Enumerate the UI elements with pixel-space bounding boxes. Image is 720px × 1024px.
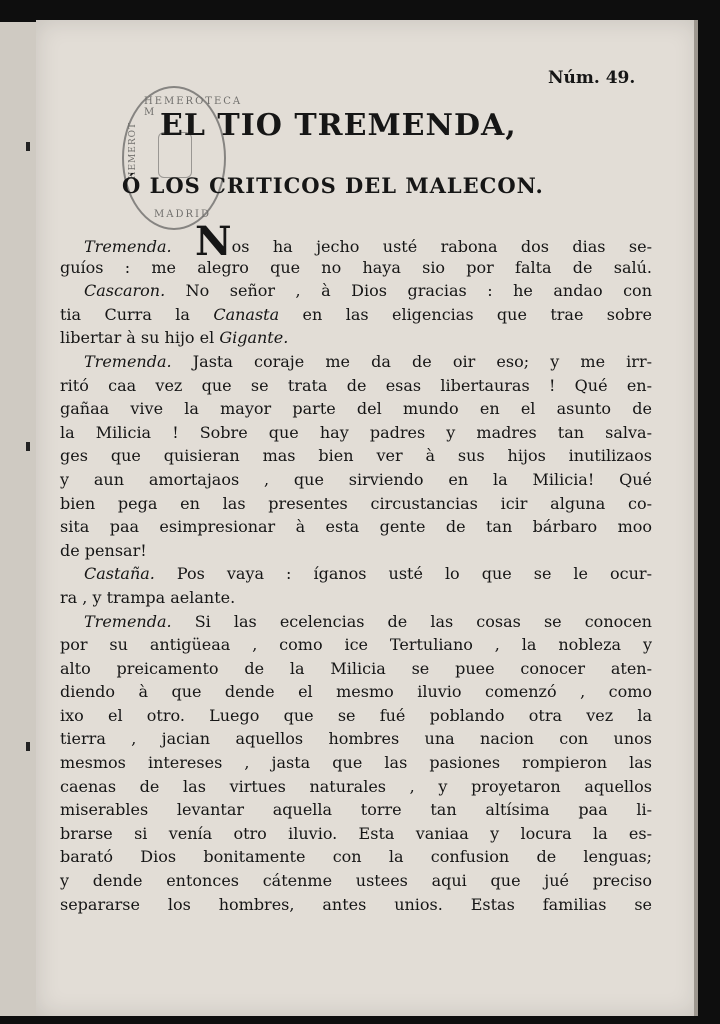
text-line	[60, 218, 652, 265]
line-text: Jasta coraje me da de oir eso; y me irr-	[192, 351, 652, 371]
text-line	[60, 610, 652, 634]
text-line: separarse los hombres, antes unios. Estas familias se	[60, 894, 652, 914]
drop-cap: N	[195, 218, 232, 265]
speaker-name: Tremenda.	[84, 611, 172, 631]
speaker-name: Tremenda.	[84, 237, 172, 256]
italic-name: Gigante.	[219, 328, 289, 348]
text-line: ritó caa vez que se trata de esas libertauras ! Qué en-	[60, 375, 652, 395]
line-text: Pos vaya : íganos usté lo que se le ocur-	[176, 564, 652, 584]
text-line: y aun amortajaos , que sirviendo en la Milicia! Qué	[60, 469, 652, 489]
page-subtitle: Ó LOS CRITICOS DEL MALECON.	[122, 173, 544, 198]
line-text: libertar à su hijo el	[60, 328, 215, 348]
text-line	[60, 350, 652, 374]
text-line: brarse si venía otro iluvio. Esta vaniaa y locura la es-	[60, 823, 652, 843]
newspaper-page	[36, 20, 698, 1016]
stamp-bottom-text: MADRID	[154, 209, 211, 220]
text-line: diendo à que dende el mesmo iluvio comenzó , como	[60, 682, 652, 702]
page-speck	[26, 442, 30, 451]
page-title: EL TIO TREMENDA,	[160, 108, 517, 143]
text-line	[60, 303, 652, 327]
line-text: No señor , à Dios gracias : he andao con	[185, 281, 652, 301]
line-text: os ha jecho usté rabona dos dias se-	[231, 237, 652, 256]
page-edge	[694, 20, 698, 1016]
text-line: de pensar!	[60, 540, 147, 560]
text-line: sita paa esimpresionar à esta gente de tan bárbaro moo	[60, 517, 652, 537]
text-line: caenas de las virtues naturales , y proyetaron aquellos	[60, 776, 652, 796]
page-speck	[26, 742, 30, 751]
article-body	[60, 218, 653, 916]
text-line: mesmos intereses , jasta que las pasiones rompieron las	[60, 753, 652, 773]
text-line: y dende entonces cátenme ustees aqui que jué preciso	[60, 871, 652, 891]
text-line: ra , y trampa aelante.	[60, 587, 236, 607]
line-text: tia Curra la	[60, 304, 190, 324]
stamp-top-text: HEMEROTECA M	[144, 96, 243, 118]
text-line: ges que quisieran mas bien ver à sus hijos inutilizaos	[60, 446, 652, 466]
text-line: barató Dios bonitamente con la confusion de lenguas;	[60, 847, 652, 867]
text-line: la Milicia ! Sobre que hay padres y madres tan salva-	[60, 422, 652, 442]
text-line: guíos : me alegro que no haya sio por falta de salú.	[60, 257, 652, 277]
text-line	[60, 326, 652, 350]
italic-name: Canasta	[213, 304, 280, 324]
line-text: en las eligencias que trae sobre	[302, 304, 653, 324]
stamp-side-text: HEMEROT	[128, 122, 138, 180]
speaker-name: Tremenda.	[84, 351, 172, 371]
speaker-name: Cascaron.	[84, 281, 166, 301]
text-line: gañaa vive la mayor parte del mundo en el asunto de	[60, 399, 652, 419]
issue-number: Núm. 49.	[548, 68, 636, 88]
page-speck	[26, 142, 30, 151]
adjacent-page-edge	[0, 22, 38, 1016]
speaker-name: Castaña.	[84, 564, 155, 584]
text-line: por su antigüeaa , como ice Tertuliano , la nobleza y	[60, 635, 652, 655]
text-line	[60, 279, 652, 303]
line-text: Si las ecelencias de las cosas se conocen	[194, 611, 652, 631]
text-line: miserables levantar aquella torre tan altísima paa li-	[60, 800, 652, 820]
text-line: alto preicamento de la Milicia se puee conocer aten-	[60, 658, 652, 678]
text-line: bien pega en las presentes circustancias icir alguna co-	[60, 493, 652, 513]
text-line: tierra , jacian aquellos hombres una nacion con unos	[60, 729, 652, 749]
text-line	[60, 562, 652, 586]
text-line: ixo el otro. Luego que se fué poblando otra vez la	[60, 705, 652, 725]
